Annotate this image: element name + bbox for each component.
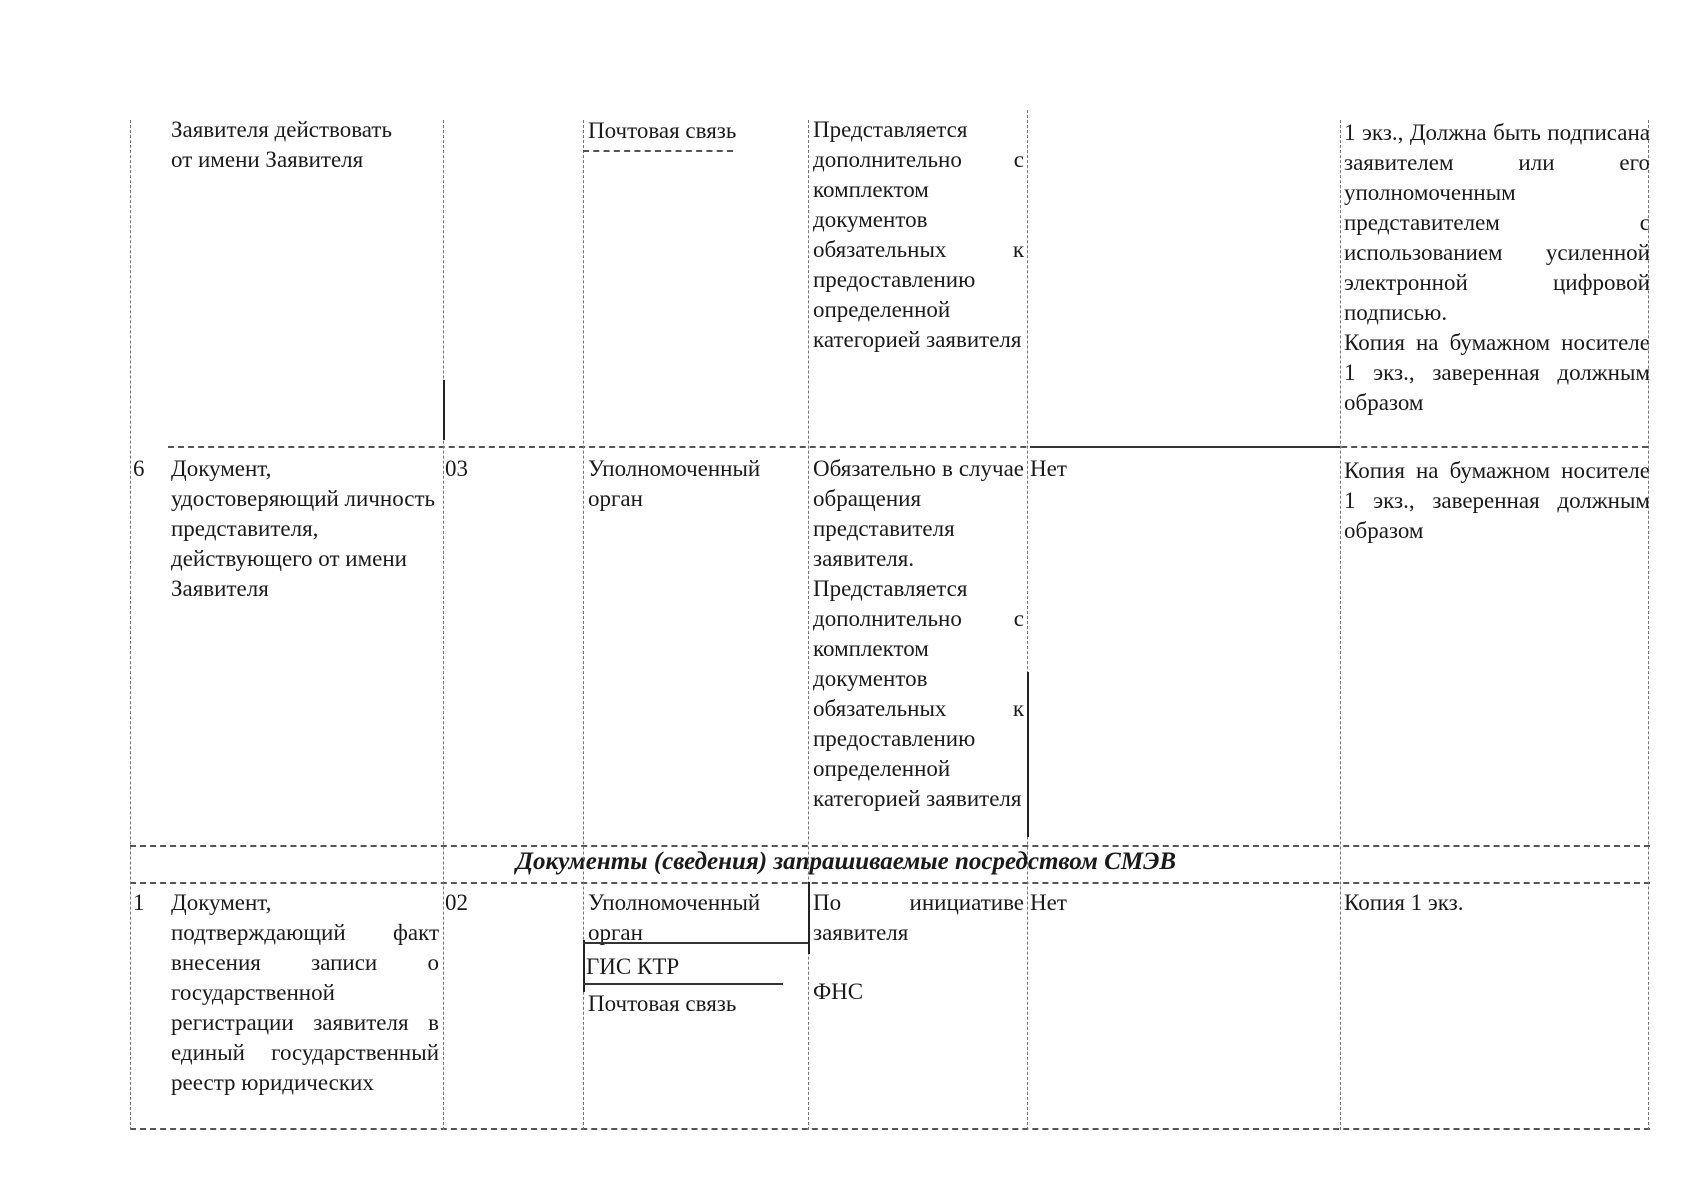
scan-rule-fragment <box>443 380 445 440</box>
submission-channel-gis: ГИС КТР <box>586 954 680 979</box>
top-row-condition: Представляется дополнительно с комплектом документов обязательных к предоставлению определенной категорией заявителя <box>813 117 1024 352</box>
document-code: 03 <box>445 456 468 481</box>
table-bottom-border <box>130 1128 1650 1130</box>
document-name: Документ, удостоверяющий личность представителя, действующего от имени Заявителя <box>171 456 436 601</box>
document-code: 02 <box>445 890 468 915</box>
top-row-copy-note: Копия на бумажном носителе 1 экз., заверенная должным образом <box>1344 330 1650 415</box>
document-name: Документ, подтверждающий факт внесения записи о государственной регистрации заявителя в единый государственный реестр юридических <box>171 890 439 1095</box>
section-bottom-border <box>130 882 1650 884</box>
row-divider <box>168 446 1648 448</box>
submission-channel: Уполномоченный орган <box>588 890 761 945</box>
scan-rule-fragment <box>583 150 733 152</box>
column-border <box>443 120 444 1130</box>
interagency-flag: Нет <box>1030 890 1067 915</box>
section-top-border <box>130 845 1650 847</box>
document-requirement: Копия 1 экз. <box>1344 890 1464 915</box>
submission-condition: По инициативе заявителя <box>813 890 1024 945</box>
top-row-channel: Почтовая связь <box>588 118 737 143</box>
column-border <box>1340 120 1341 1130</box>
scan-rule-fragment <box>808 882 810 954</box>
section-title: Документы (сведения) запрашиваемые посредством СМЭВ <box>515 848 1177 875</box>
column-border <box>1648 120 1649 1130</box>
column-border <box>130 120 131 1130</box>
row-divider-solid <box>1030 446 1340 448</box>
submission-channel-post: Почтовая связь <box>588 991 737 1016</box>
interagency-flag: Нет <box>1030 456 1067 481</box>
top-row-requirement: 1 экз., Должна быть подписана заявителем или его уполномоченным представителем с использованием усиленной электронной цифровой подписью. <box>1344 120 1650 325</box>
scan-rule-fragment <box>1027 672 1029 837</box>
column-border <box>808 120 809 1130</box>
scan-rule-fragment <box>583 942 808 944</box>
scan-rule-fragment <box>583 983 783 985</box>
row-number: 1 <box>133 890 145 915</box>
top-row-name-line-1: Заявителя действовать <box>171 117 392 142</box>
top-row-name-line-2: от имени Заявителя <box>171 147 364 172</box>
document-requirement: Копия на бумажном носителе 1 экз., заверенная должным образом <box>1344 458 1650 543</box>
submission-condition: Обязательно в случае обращения представителя заявителя. Представляется дополнительно с комплектом документов обязательных к предоставлению определенной категорией заявителя <box>813 456 1024 811</box>
row-number: 6 <box>133 456 145 481</box>
data-source: ФНС <box>813 979 864 1004</box>
column-border <box>1027 110 1028 1130</box>
submission-channel: Уполномоченный орган <box>588 456 761 511</box>
